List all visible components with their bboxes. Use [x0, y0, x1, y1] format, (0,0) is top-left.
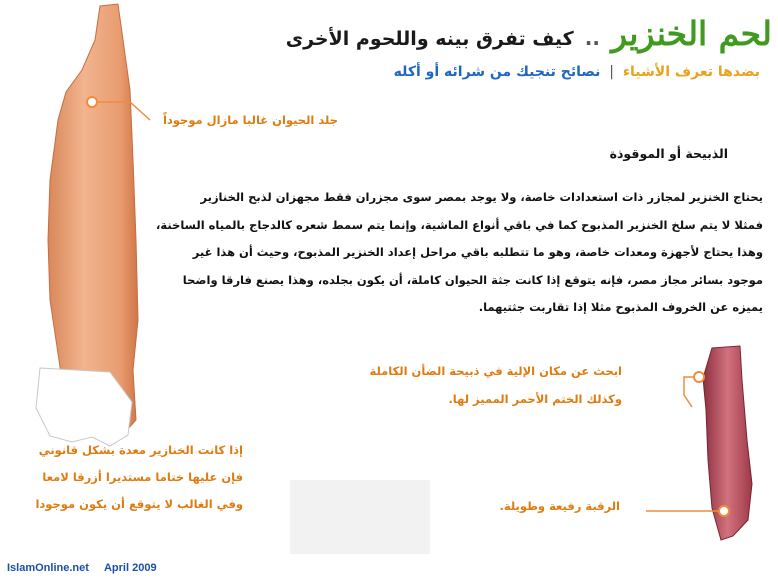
body-paragraph [156, 184, 763, 322]
legal-annotation-line: وفي الغالب لا يتوقع أن يكون موجودا [35, 497, 243, 511]
skin-annotation: جلد الحيوان غالبا مازال موجوداً [162, 113, 338, 127]
subtitle-proverb: بضدها تعرف الأشياء [622, 64, 760, 80]
body-line: وهذا يحتاج لأجهزة ومعدات خاصة، وهو ما تتطلبه باقي مراحل إعداد الخنزير المذبوح، وحيث أن هذا غير [192, 245, 763, 259]
footer-date: April 2009 [103, 562, 157, 574]
body-line: يحتاج الخنزير لمجازر ذات استعدادات خاصة، ولا يوجد بمصر سوى مجزران فقط مجهزان لذبح الخنازير [200, 190, 763, 204]
page-subtitle [200, 64, 760, 88]
page-title [212, 14, 772, 58]
tail-annotation [369, 357, 622, 413]
body-line: موجود بسائر مجاز مصر، فإنه يتوقع إذا كانت جثة الحيوان كاملة، أن يكون بجلده، وهذا يصنع فارقا واضحا [182, 272, 763, 287]
section-heading: الذبيحة أو الموقوذة [609, 146, 728, 161]
title-main: لحم الخنزير [611, 14, 772, 53]
footer-credit [7, 562, 157, 574]
neck-annotation: الرقبة رفيعة وطويلة. [499, 499, 620, 513]
stamp-image [290, 480, 430, 554]
legal-annotation-line: إذا كانت الخنازير معدة بشكل قانوني [38, 443, 243, 457]
tail-pointer-dot [694, 372, 704, 382]
title-dots: .. [584, 26, 600, 50]
body-line: يميزه عن الخروف المذبوح مثلا إذا تقاربت جثتيهما. [478, 300, 763, 314]
footer-site: IslamOnline.net [7, 562, 89, 574]
skin-pointer-dot [87, 97, 97, 107]
tail-annotation-line: ابحث عن مكان الإلية في ذبيحة الضأن الكاملة [369, 364, 622, 378]
skin-pointer-line [97, 102, 150, 120]
tail-pointer-line [684, 377, 694, 407]
tail-annotation-line: وكذلك الختم الأحمر المميز لها. [448, 392, 622, 406]
neck-pointer-dot [719, 506, 729, 516]
legal-stamp-annotation [28, 437, 243, 518]
legal-annotation-line: فإن عليها ختاما مستديرا أزرقا لامعا [42, 470, 243, 484]
title-question: كيف تفرق بينه واللحوم الأخرى [285, 28, 574, 50]
body-line: فمثلا لا يتم سلخ الخنزير المذبوح كما في باقي أنواع الماشية، وإنما يتم سمط شعره كالدجاج بالمياه الساخنة، [156, 217, 763, 232]
subtitle-separator: | [609, 64, 615, 80]
subtitle-advice: نصائح تنجيك من شرائه أو أكله [393, 64, 601, 80]
